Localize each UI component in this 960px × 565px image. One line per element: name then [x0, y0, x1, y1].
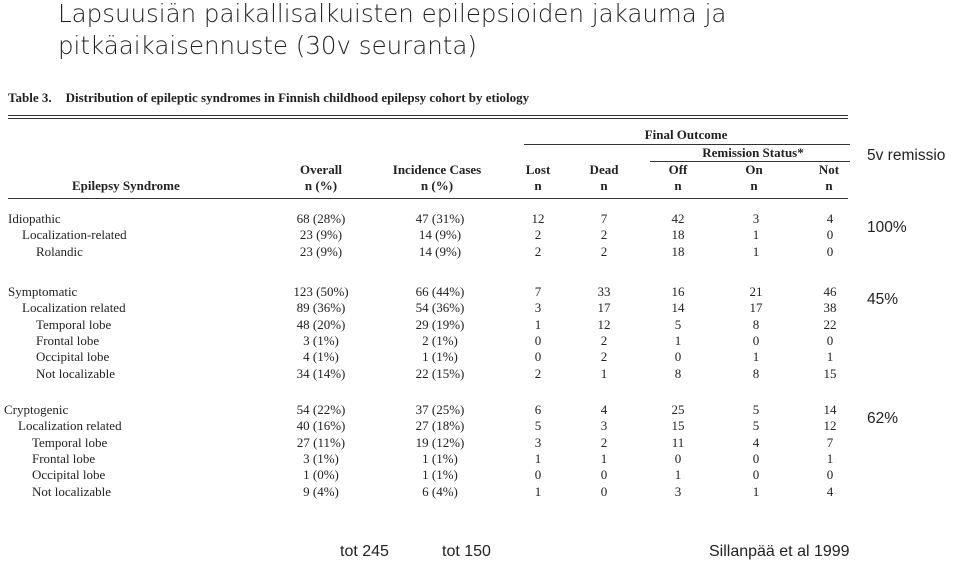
cell-not: 0: [826, 227, 834, 243]
cell-off: 1: [674, 467, 682, 483]
cell-incidence: 1 (1%): [422, 450, 458, 466]
cell-incidence: 6 (4%): [422, 483, 458, 499]
header-overall: Overall: [300, 162, 342, 177]
header-off-unit: n: [674, 178, 682, 193]
cell-lost: 6: [534, 402, 542, 417]
header-epilepsy-syndrome: Epilepsy Syndrome: [72, 178, 180, 193]
cell-dead: 2: [600, 243, 608, 259]
cell-off: 5: [674, 316, 682, 332]
row-label: Occipital lobe: [36, 349, 110, 365]
remission-header: 5v remissio: [867, 147, 946, 164]
cell-incidence: 22 (15%): [415, 365, 465, 381]
cell-incidence: 1 (1%): [422, 349, 458, 365]
cell-not: 46: [823, 284, 837, 299]
cell-overall: 123 (50%): [293, 284, 349, 299]
cell-overall: 23 (9%): [299, 243, 343, 259]
header-remission-status: Remission Status*: [702, 145, 804, 160]
cell-overall: 89 (36%): [296, 300, 346, 316]
cell-dead: 1: [600, 365, 608, 381]
cell-off: 8: [674, 365, 682, 381]
cell-off: 15: [671, 418, 685, 434]
header-not: Not: [818, 162, 840, 177]
header-bottom-rule: [8, 198, 848, 199]
header-dead: Dead: [589, 162, 619, 177]
cell-lost: 7: [534, 284, 542, 299]
cell-off: 18: [671, 243, 685, 259]
row-label: Not localizable: [36, 365, 116, 381]
header-on-unit: n: [750, 178, 758, 193]
cell-off: 25: [671, 402, 685, 417]
cell-lost: 1: [534, 483, 542, 499]
row-label: Occipital lobe: [32, 467, 106, 483]
footer-citation: Sillanpää et al 1999: [709, 543, 850, 560]
cell-off: 3: [674, 483, 682, 499]
cell-off: 1: [674, 332, 682, 348]
cell-dead: 7: [600, 211, 608, 226]
cell-not: 4: [826, 483, 834, 499]
cell-on: 0: [752, 467, 760, 483]
cell-lost: 0: [534, 349, 542, 365]
cell-off: 18: [671, 227, 685, 243]
row-label: Temporal lobe: [36, 316, 112, 332]
table-top-rule-1: [8, 115, 848, 116]
cell-incidence: 2 (1%): [422, 332, 458, 348]
table-caption-number: Table 3.: [8, 90, 52, 105]
cell-not: 0: [826, 243, 834, 259]
cell-not: 0: [826, 332, 834, 348]
header-lost: Lost: [525, 162, 551, 177]
cell-not: 1: [826, 349, 834, 365]
cell-on: 8: [752, 365, 760, 381]
row-label: Cryptogenic: [4, 402, 69, 417]
row-label: Rolandic: [36, 243, 83, 259]
row-label: Localization-related: [22, 227, 127, 243]
row-label: Localization related: [18, 418, 122, 434]
cell-overall: 23 (9%): [299, 227, 343, 243]
row-label: Temporal lobe: [32, 434, 108, 450]
row-label: Not localizable: [32, 483, 112, 499]
cell-incidence: 37 (25%): [415, 402, 465, 417]
cell-on: 5: [752, 418, 760, 434]
cell-dead: 0: [600, 483, 608, 499]
cell-overall: 1 (0%): [303, 467, 339, 483]
cell-on: 1: [752, 243, 760, 259]
cell-overall: 54 (22%): [296, 402, 346, 417]
cell-dead: 17: [597, 300, 611, 316]
cell-not: 0: [826, 467, 834, 483]
row-label: Localization related: [22, 300, 126, 316]
cell-off: 0: [674, 450, 682, 466]
cell-on: 4: [752, 434, 760, 450]
cell-overall: 3 (1%): [303, 332, 339, 348]
cell-off: 0: [674, 349, 682, 365]
cell-off: 11: [671, 434, 685, 450]
cell-not: 7: [826, 434, 834, 450]
header-overall-unit: n (%): [304, 178, 338, 193]
cell-off: 16: [671, 284, 685, 299]
cell-off: 42: [671, 211, 685, 226]
row-label: Idiopathic: [8, 211, 61, 226]
cell-on: 17: [749, 300, 763, 316]
header-incidence-unit: n (%): [420, 178, 454, 193]
cell-overall: 4 (1%): [303, 349, 339, 365]
cell-not: 38: [823, 300, 837, 316]
row-label: Frontal lobe: [32, 450, 96, 466]
cell-on: 3: [752, 211, 760, 226]
cell-lost: 3: [534, 300, 542, 316]
cell-lost: 1: [534, 316, 542, 332]
cell-overall: 40 (16%): [296, 418, 346, 434]
cell-overall: 3 (1%): [303, 450, 339, 466]
cell-overall: 27 (11%): [296, 434, 346, 450]
cell-incidence: 27 (18%): [415, 418, 465, 434]
cell-dead: 33: [597, 284, 611, 299]
cell-incidence: 66 (44%): [415, 284, 465, 299]
cell-lost: 5: [534, 418, 542, 434]
cell-dead: 4: [600, 402, 608, 417]
cell-lost: 0: [534, 467, 542, 483]
cell-incidence: 29 (19%): [415, 316, 465, 332]
cell-on: 1: [752, 227, 760, 243]
cell-lost: 0: [534, 332, 542, 348]
cell-incidence: 47 (31%): [415, 211, 465, 226]
cell-lost: 2: [534, 227, 542, 243]
table-caption-text: Distribution of epileptic syndromes in Finnish childhood epilepsy cohort by etiology: [65, 90, 530, 105]
cell-lost: 2: [534, 365, 542, 381]
slide-title-line-1: Lapsuusiän paikallisalkuisten epilepsioiden jakauma ja: [58, 0, 727, 28]
cell-not: 22: [823, 316, 837, 332]
cell-dead: 2: [600, 434, 608, 450]
cell-dead: 2: [600, 332, 608, 348]
cell-on: 1: [752, 349, 760, 365]
cell-dead: 1: [600, 450, 608, 466]
cell-off: 14: [671, 300, 685, 316]
remission-value-symptomatic: 45%: [867, 291, 899, 308]
header-lost-unit: n: [534, 178, 542, 193]
cell-on: 1: [752, 483, 760, 499]
cell-lost: 1: [534, 450, 542, 466]
header-dead-unit: n: [600, 178, 608, 193]
cell-overall: 9 (4%): [303, 483, 339, 499]
cell-overall: 68 (28%): [296, 211, 346, 226]
table-caption: [8, 90, 529, 106]
cell-overall: 34 (14%): [296, 365, 346, 381]
cell-dead: 2: [600, 227, 608, 243]
cell-incidence: 1 (1%): [422, 467, 458, 483]
cell-on: 5: [752, 402, 760, 417]
cell-dead: 3: [600, 418, 608, 434]
table-top-rule-2: [8, 118, 848, 119]
cell-on: 0: [752, 450, 760, 466]
cell-incidence: 54 (36%): [415, 300, 465, 316]
cell-incidence: 19 (12%): [415, 434, 465, 450]
remission-value-idiopathic: 100%: [867, 219, 907, 236]
header-incidence: Incidence Cases: [392, 162, 482, 177]
footer-total-incidence: tot 150: [442, 543, 491, 560]
cell-not: 4: [826, 211, 834, 226]
cell-on: 0: [752, 332, 760, 348]
header-off: Off: [668, 162, 688, 177]
cell-lost: 3: [534, 434, 542, 450]
header-not-unit: n: [825, 178, 833, 193]
header-on: On: [745, 162, 763, 177]
slide-title-line-2: pitkäaikaisennuste (30v seuranta): [58, 31, 477, 60]
cell-on: 8: [752, 316, 760, 332]
cell-on: 21: [749, 284, 763, 299]
cell-not: 12: [823, 418, 837, 434]
footer-total-overall: tot 245: [340, 543, 389, 560]
header-final-outcome: Final Outcome: [644, 127, 728, 142]
cell-not: 14: [823, 402, 837, 417]
cell-not: 15: [823, 365, 837, 381]
cell-overall: 48 (20%): [296, 316, 346, 332]
cell-lost: 12: [531, 211, 545, 226]
remission-value-cryptogenic: 62%: [867, 410, 899, 427]
row-label: Frontal lobe: [36, 332, 100, 348]
cell-incidence: 14 (9%): [418, 227, 462, 243]
cell-lost: 2: [534, 243, 542, 259]
cell-dead: 2: [600, 349, 608, 365]
cell-dead: 0: [600, 467, 608, 483]
row-label: Symptomatic: [8, 284, 78, 299]
cell-dead: 12: [597, 316, 611, 332]
cell-not: 1: [826, 450, 834, 466]
cell-incidence: 14 (9%): [418, 243, 462, 259]
